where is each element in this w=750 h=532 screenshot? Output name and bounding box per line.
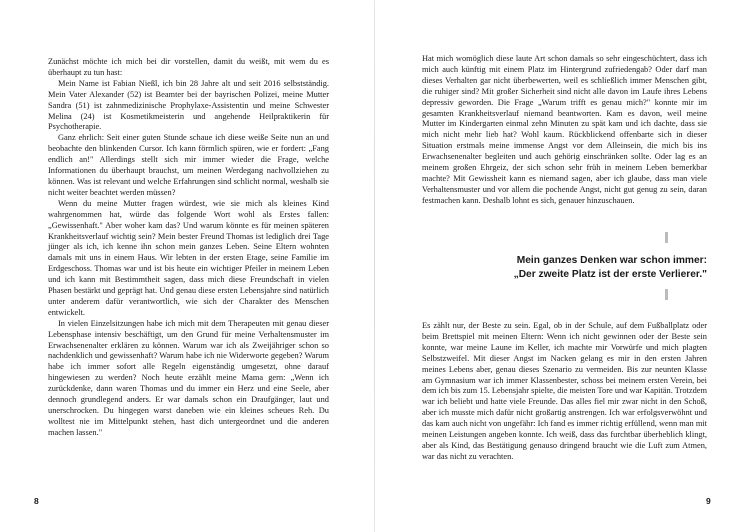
right-paragraph-2: Es zählt nur, der Beste zu sein. Egal, ob in der Schule, auf dem Fußballplatz oder beim Brettspiel mit meinen Eltern: Wenn ich nicht gewinnen oder der Beste sein konnte, war meine Laune im Keller, ich machte mir Vorwürfe und mich plagten Selbstzweifel. Mit dieser Angst im Nacken gelang es mir in den ersten Jahren meines Lebens aber, genau dieses Szenario zu vermeiden. Bis zur neunten Klasse am Gymnasium war ich immer Klassenbester, schoss bei meinem ersten Verein, bei dem ich bis zum 15. Lebensjahr spielte, die meisten Tore und war Kapitän. Trotzdem war ich beliebt und hatte viele Freunde. Das alles fiel mir zwar nicht in den Schoß, aber ich musste mich dafür nicht großartig anstrengen. Ich war erfolgsverwöhnt und das kam auch nicht von ungefähr: Ich fand es immer richtig erfüllend, wenn man mit meinen Leistungen angeben konnte. Ich weiß, dass das furchtbar überheblich klingt, aber als Kind, das Bestätigung genauso dringend braucht wie die Luft zum Atmen, war das nicht zu verachten. (422, 321, 707, 461)
left-paragraph-5: In vielen Einzelsitzungen habe ich mich mit dem Therapeuten mit genau dieser Lebensphase intensiv beschäftigt, um den Grund für meine Verhaltensmuster im Erwachsenenalter erklären zu können. Warum war ich als Zweijähriger schon so nachdenklich und gewissenhaft? Warum habe ich nie Widerworte gegeben? Warum habe ich immer sofort alle Regeln eigenständig umgesetzt, ohne darauf hingewiesen zu werden? Noch heute erzählt meine Mama gern: „Wenn ich zurückdenke, dann waren Thomas und du immer ein Herz und eine Seele, aber dennoch grundlegend anders. Er war damals schon ein Draufgänger, laut und unerschrocken. Du hingegen warst daneben wie ein kleines scheues Reh. Du wolltest nie im Mittelpunkt stehen, hast dich untergeordnet und die anderen machen lassen." (48, 318, 329, 437)
pull-quote-line-1: Mein ganzes Denken war schon immer: (516, 255, 707, 266)
pull-quote-bar-top (665, 232, 668, 243)
left-page-number: 8 (34, 496, 39, 506)
right-paragraph-1: Hat mich womöglich diese laute Art schon damals so sehr eingeschüchtert, dass ich mich auch künftig mit einem Platz im Hintergrund zufriedengab? Oder darf man dieses Verhalten gar nicht überbewerten, weil es schließlich immer Menschen gibt, die ruhiger sind? Mit großer Sicherheit sind nicht alle davon im Laufe ihres Lebens depressiv geworden. Die Frage „Warum trifft es genau mich?" konnte mir im gesamten Krankheitsverlauf niemand beantworten. Kam es davon, weil meine Mutter im Kindergarten einmal zehn Minuten zu spät kam und ich dachte, dass sie mich nicht mehr lieb hat? Wohl kaum. Rückblickend offenbarte sich in dieser Situation erstmals meine immense Angst vor dem Alleinsein, die mich bis ins Erwachsenenalter begleiten und auch gehörig einschränken sollte. Oder lag es an meinem großen Ehrgeiz, der sich schon sehr früh in meinem Leben bemerkbar machte? Mit Gewissheit kann es niemand sagen, aber ich glaube, dass man viele Verhaltensmuster und vor allem die pochende Angst, nicht gut genug zu sein, daran festmachen kann. Deshalb lohnt es sich, genauer hinzuschauen. (422, 54, 707, 205)
right-page-number: 9 (706, 496, 711, 506)
pull-quote (422, 254, 707, 282)
left-paragraph-2: Mein Name ist Fabian Nießl, ich bin 28 Jahre alt und seit 2016 selbstständig. Mein Vater Alexander (52) ist Beamter bei der bayrischen Polizei, meine Mutter Sandra (51) ist zahnmedizinische Prophylaxe-Assistentin und meine Schwester Melina (24) ist Kosmetikmeisterin und angehende Heilpraktikerin für Psychotherapie. (48, 78, 329, 132)
right-page (375, 0, 750, 532)
left-paragraph-3: Ganz ehrlich: Seit einer guten Stunde schaue ich diese weiße Seite nun an und beobachte den blinkenden Cursor. Ich kann förmlich spüren, wie er fordert: „Fang endlich an!" Allerdings stellt sich mir immer wieder die Frage, welche Informationen du überhaupt brauchst, um meinen Werdegang nachvollziehen zu können. Was ist relevant und welche Erfahrungen sind schlicht normal, weshalb sie nicht weiter beachtet werden müssen? (48, 133, 329, 197)
pull-quote-bar-bottom (665, 289, 668, 300)
left-paragraph-1: Zunächst möchte ich mich bei dir vorstellen, damit du weißt, mit wem du es überhaupt zu tun hast: (48, 57, 329, 77)
left-paragraph-4: Wenn du meine Mutter fragen würdest, wie sie mich als kleines Kind wahrgenommen hat, würde das folgende Wort wohl als Erstes fallen: „Gewissenhaft." Aber woher kam das? Und warum könnte es für meinen späteren Krankheitsverlauf wichtig sein? Mein bester Freund Thomas ist lediglich drei Tage jünger als ich, ich kenne ihn schon mein ganzes Leben. Seine Eltern wohnten damals mit uns in einem Haus. Wir lebten in der ersten Etage, seine Familie im Erdgeschoss. Thomas war und ist bis heute ein wichtiger Pfeiler in meinem Leben und ich kann mit Bestimmtheit sagen, dass mich diese Freundschaft in vielen Phasen bestärkt und geprägt hat. Und genau diese ersten Lebensjahre sind natürlich unter anderem dafür verantwortlich, wie sich der Charakter des Menschen entwickelt. (48, 198, 329, 317)
pull-quote-line-2: „Der zweite Platz ist der erste Verlierer." (513, 268, 707, 280)
left-page-text-column (48, 57, 329, 439)
right-page-top-text (422, 54, 707, 207)
right-page-bottom-text (422, 321, 707, 463)
